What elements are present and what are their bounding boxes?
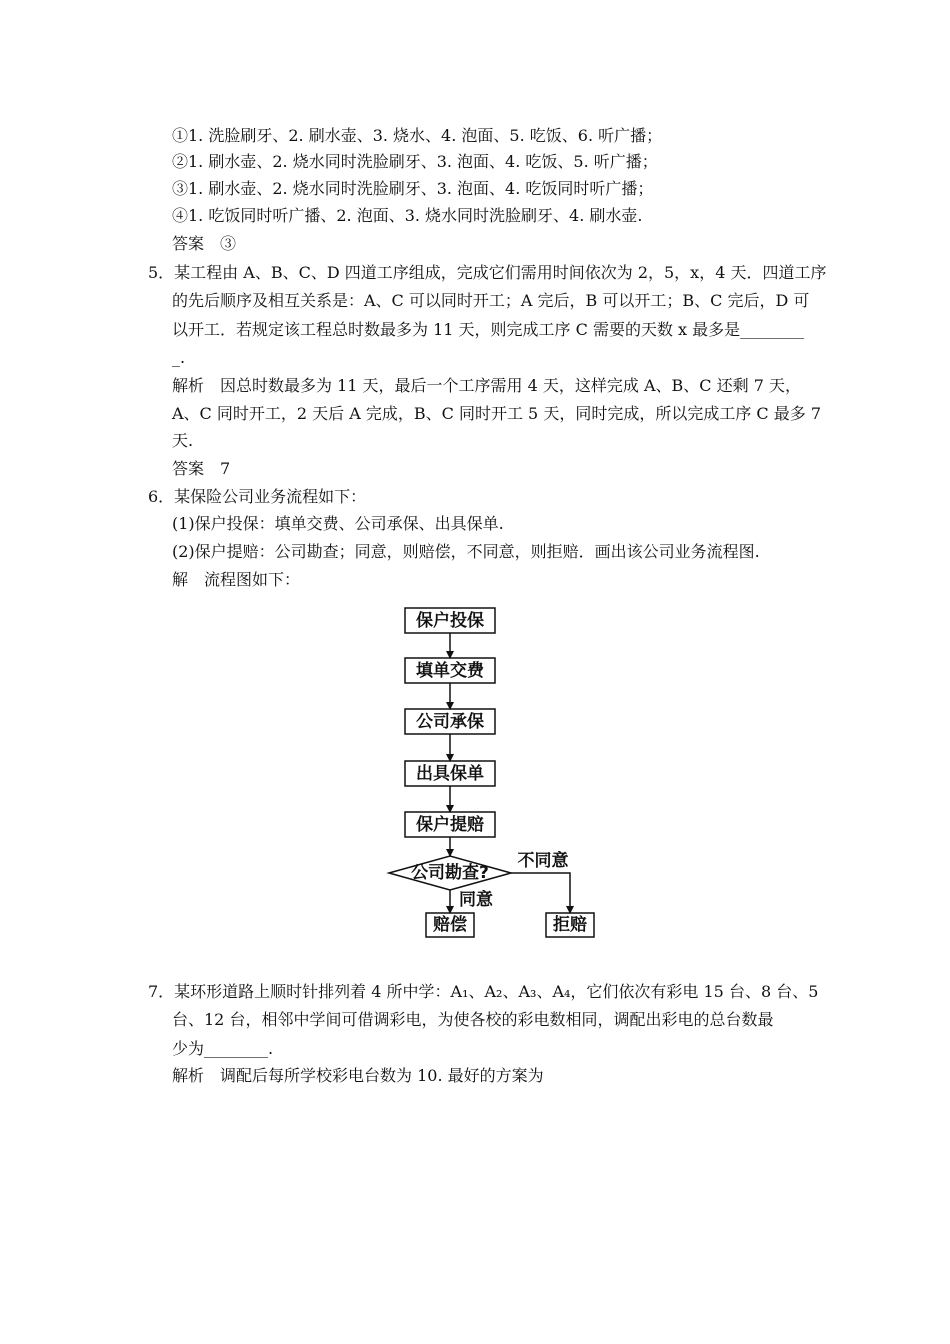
arrow-decision-no	[511, 873, 570, 913]
flow-step-4: 出具保单	[416, 764, 484, 784]
q4-option-4: ④1. 吃饭同时听广播、2. 泡面、3. 烧水同时洗脸刷牙、4. 刷水壶.	[172, 206, 643, 225]
q6-solution-intro: 解 流程图如下：	[172, 570, 301, 589]
q6-stem-line-1: 6．某保险公司业务流程如下：	[148, 487, 367, 506]
flow-yes-label: 同意	[459, 890, 493, 910]
q4-option-3: ③1. 刷水壶、2. 烧水同时洗脸刷牙、3. 泡面、4. 吃饭同时听广播；	[172, 179, 654, 198]
q7-stem-line-2: 台、12 台，相邻中学间可借调彩电，为使各校的彩电数相同，调配出彩电的总台数最	[172, 1010, 774, 1029]
q7-stem-line-1: 7．某环形道路上顺时针排列着 4 所中学：A₁、A₂、A₃、A₄，它们依次有彩电 15 台、8 台、5	[148, 982, 819, 1001]
flow-step-1: 保户投保	[416, 611, 484, 631]
q5-stem-line-3: 以开工．若规定该工程总时数最多为 11 天，则完成工序 C 需要的天数 x 最多是________	[172, 320, 805, 339]
q5-stem-line-1: 5．某工程由 A、B、C、D 四道工序组成，完成它们需用时间依次为 2，5，x，4 天．四道工序	[148, 263, 827, 282]
q5-analysis-line-1: 解析 因总时数最多为 11 天，最后一个工序需用 4 天，这样完成 A、B、C 还剩 7 天，	[172, 376, 801, 395]
flow-step-2: 填单交费	[416, 661, 484, 681]
q5-analysis-line-2: A、C 同时开工，2 天后 A 完成，B、C 同时开工 5 天，同时完成，所以完成工序 C 最多 7	[172, 404, 821, 423]
q5-stem-line-2: 的先后顺序及相互关系是：A、C 可以同时开工；A 完后，B 可以开工；B、C 完后，D 可	[172, 291, 810, 310]
flow-decision-label: 公司勘查?	[411, 863, 489, 883]
flow-no-label: 不同意	[517, 851, 569, 871]
q5-analysis-line-3: 天.	[172, 431, 194, 450]
q5-stem-line-4: _.	[172, 348, 186, 367]
q7-analysis: 解析 调配后每所学校彩电台数为 10. 最好的方案为	[172, 1066, 544, 1085]
q5-answer: 答案 7	[172, 459, 231, 478]
q6-stem-line-2: (1)保户投保：填单交费、公司承保、出具保单.	[172, 514, 504, 533]
q4-answer: 答案 ③	[172, 234, 237, 253]
business-flowchart	[380, 600, 620, 945]
q6-stem-line-3: (2)保户提赔：公司勘查；同意，则赔偿，不同意，则拒赔．画出该公司业务流程图.	[172, 542, 760, 561]
flow-no-result: 拒赔	[553, 915, 587, 935]
flow-yes-result: 赔偿	[433, 915, 467, 935]
q4-option-1: ①1. 洗脸刷牙、2. 刷水壶、3. 烧水、4. 泡面、5. 吃饭、6. 听广播；	[172, 126, 663, 145]
flow-step-3: 公司承保	[416, 712, 484, 732]
flow-step-5: 保户提赔	[416, 815, 484, 835]
q4-option-2: ②1. 刷水壶、2. 烧水同时洗脸刷牙、3. 泡面、4. 吃饭、5. 听广播；	[172, 152, 658, 171]
q7-stem-line-3: 少为________.	[172, 1039, 274, 1058]
